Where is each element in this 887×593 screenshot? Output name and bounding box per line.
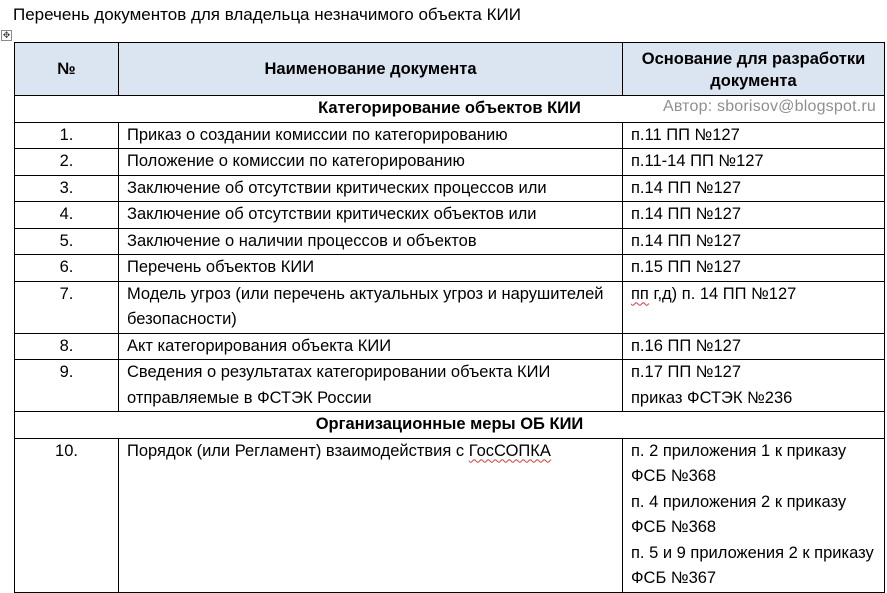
row-basis	[623, 438, 885, 592]
header-basis: Основание для разработки документа	[623, 43, 885, 96]
table-row	[15, 228, 885, 255]
header-num: №	[15, 43, 119, 96]
row-num: 6.	[15, 255, 119, 282]
basis-line: п. 4 приложения 2 к приказу ФСБ №368	[631, 492, 847, 536]
table-row	[15, 333, 885, 360]
row-num: 9.	[15, 360, 119, 412]
table-row	[15, 360, 885, 412]
row-name: Заключение о наличии процессов и объектов	[119, 228, 623, 255]
documents-table	[14, 42, 885, 593]
row-basis: п.14 ПП №127	[623, 228, 885, 255]
row-basis: п.15 ПП №127	[623, 255, 885, 282]
basis-line: приказ ФСТЭК №236	[631, 388, 793, 407]
table-row	[15, 281, 885, 333]
spellcheck-word: ГосСОПКА	[468, 441, 551, 460]
row-basis: п.16 ПП №127	[623, 333, 885, 360]
author-watermark: Автор: sborisov@blogspot.ru	[662, 98, 876, 115]
section-row-categorization	[15, 96, 885, 123]
row-basis: п.14 ПП №127	[623, 202, 885, 229]
row-num: 3.	[15, 175, 119, 202]
row-name: Приказ о создании комиссии по категорированию	[119, 122, 623, 149]
table-row	[15, 149, 885, 176]
row-name-text: Порядок (или Регламент) взаимодействия с	[127, 441, 469, 460]
row-num: 4.	[15, 202, 119, 229]
row-basis: п.11-14 ПП №127	[623, 149, 885, 176]
row-basis: п.14 ПП №127	[623, 175, 885, 202]
row-name: Заключение об отсутствии критических объектов или	[119, 202, 623, 229]
row-name	[119, 438, 623, 592]
section-cell	[15, 96, 885, 123]
table-row	[15, 255, 885, 282]
row-basis: п.11 ПП №127	[623, 122, 885, 149]
table-row	[15, 175, 885, 202]
row-name: Заключение об отсутствии критических процессов или	[119, 175, 623, 202]
section-title: Категорирование объектов КИИ	[318, 99, 581, 117]
page-title: Перечень документов для владельца незначимого объекта КИИ	[13, 5, 521, 24]
table-header-row	[15, 43, 885, 96]
basis-line: п. 2 приложения 1 к приказу ФСБ №368	[631, 441, 847, 485]
row-name: Модель угроз (или перечень актуальных угроз и нарушителей безопасности)	[119, 281, 623, 333]
row-num: 7.	[15, 281, 119, 333]
row-basis	[623, 281, 885, 333]
table-row	[15, 202, 885, 229]
row-name: Положение о комиссии по категорированию	[119, 149, 623, 176]
spellcheck-word: пп	[631, 284, 649, 303]
row-name: Сведения о результатах категорировании объекта КИИ отправляемые в ФСТЭК России	[119, 360, 623, 412]
table-move-handle-icon[interactable]: ✥	[2, 30, 11, 40]
header-name: Наименование документа	[119, 43, 623, 96]
basis-line: п.17 ПП №127	[631, 363, 741, 381]
row-num: 5.	[15, 228, 119, 255]
basis-line: п. 5 и 9 приложения 2 к приказу ФСБ №367	[631, 543, 874, 587]
row-num: 2.	[15, 149, 119, 176]
row-num: 1.	[15, 122, 119, 149]
row-name: Перечень объектов КИИ	[119, 255, 623, 282]
section-cell: Организационные меры ОБ КИИ	[15, 412, 885, 439]
row-num: 8.	[15, 333, 119, 360]
table-row	[15, 438, 885, 592]
row-num: 10.	[15, 438, 119, 592]
table-row	[15, 122, 885, 149]
row-basis-text: г,д) п. 14 ПП №127	[648, 284, 797, 303]
section-row-org-measures	[15, 412, 885, 439]
row-name: Акт категорирования объекта КИИ	[119, 333, 623, 360]
row-basis	[623, 360, 885, 412]
